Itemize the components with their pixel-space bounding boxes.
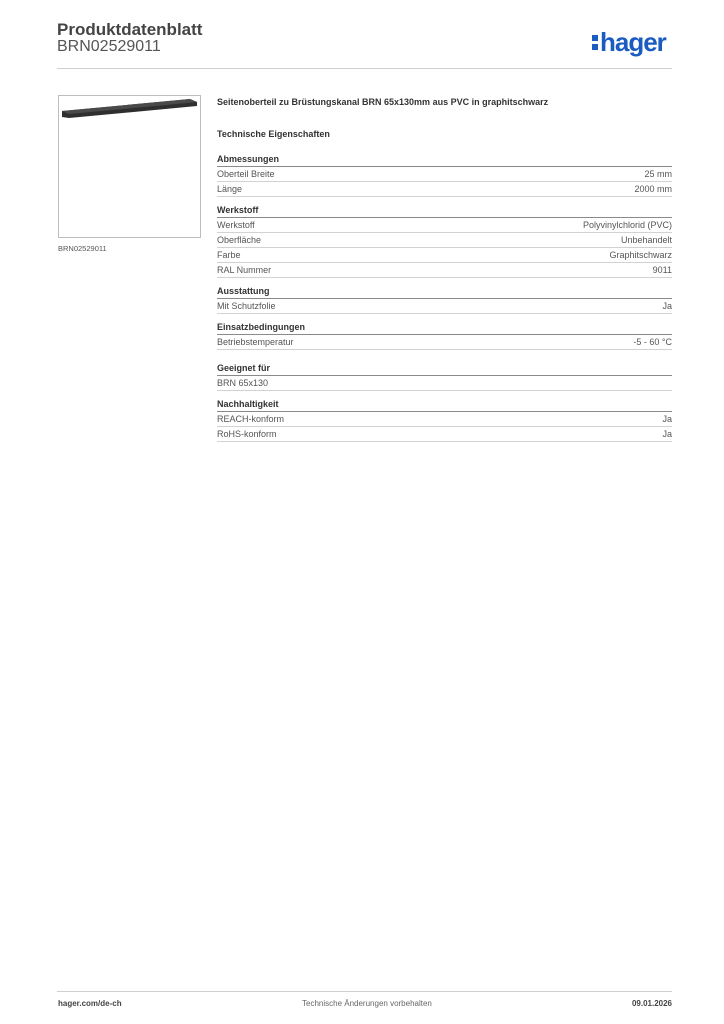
profile-bar-icon [59, 96, 200, 237]
property-value: Ja [662, 429, 672, 439]
property-row [217, 299, 672, 314]
property-row [217, 248, 672, 263]
section-werkstoff [217, 204, 672, 278]
property-value: Ja [662, 414, 672, 424]
property-row [217, 233, 672, 248]
property-value: Ja [662, 301, 672, 311]
property-row [217, 182, 672, 197]
property-value: Graphitschwarz [609, 250, 672, 260]
section-title: Einsatzbedingungen [217, 321, 672, 335]
page-title: Produktdatenblatt [57, 20, 203, 39]
property-label: BRN 65x130 [217, 378, 269, 388]
property-label: Mit Schutzfolie [217, 301, 276, 311]
property-value: 25 mm [644, 169, 672, 179]
property-value: 9011 [652, 265, 672, 275]
property-label: Oberteil Breite [217, 169, 275, 179]
property-value: Unbehandelt [620, 235, 672, 245]
property-value: 2000 mm [634, 184, 672, 194]
property-label: Länge [217, 184, 243, 194]
footer-notice: Technische Änderungen vorbehalten [302, 999, 432, 1008]
product-details [217, 97, 672, 449]
property-row [217, 218, 672, 233]
logo-text: hager [600, 27, 666, 57]
technical-properties-heading: Technische Eigenschaften [217, 129, 330, 139]
logo-dots-icon [592, 28, 599, 46]
property-label: RoHS-konform [217, 429, 277, 439]
property-label: Betriebstemperatur [217, 337, 294, 347]
hager-logo [592, 28, 666, 56]
property-row [217, 427, 672, 442]
property-row [217, 335, 672, 350]
image-caption: BRN02529011 [58, 244, 107, 253]
property-row [217, 376, 672, 391]
section-abmessungen [217, 153, 672, 197]
property-row [217, 167, 672, 182]
header-divider [57, 68, 672, 69]
section-geeignet-fuer [217, 362, 672, 391]
product-number: BRN02529011 [57, 38, 161, 55]
section-title: Nachhaltigkeit [217, 398, 672, 412]
section-title: Ausstattung [217, 285, 672, 299]
property-value: Polyvinylchlorid (PVC) [582, 220, 672, 230]
property-row [217, 412, 672, 427]
section-einsatzbedingungen [217, 321, 672, 350]
section-title: Geeignet für [217, 362, 672, 376]
product-description: Seitenoberteil zu Brüstungskanal BRN 65x130mm aus PVC in graphitschwarz [217, 97, 549, 107]
property-label: Oberfläche [217, 235, 262, 245]
property-row [217, 263, 672, 278]
product-image [58, 95, 201, 238]
footer-divider [57, 991, 672, 992]
section-title: Werkstoff [217, 204, 672, 218]
footer-date: 09.01.2026 [631, 999, 672, 1008]
footer-website-link[interactable]: hager.com/de-ch [58, 999, 122, 1008]
property-label: REACH-konform [217, 414, 285, 424]
property-value: -5 - 60 °C [633, 337, 672, 347]
property-label: Werkstoff [217, 220, 255, 230]
property-label: RAL Nummer [217, 265, 272, 275]
section-ausstattung [217, 285, 672, 314]
section-nachhaltigkeit [217, 398, 672, 442]
property-label: Farbe [217, 250, 241, 260]
section-title: Abmessungen [217, 153, 672, 167]
